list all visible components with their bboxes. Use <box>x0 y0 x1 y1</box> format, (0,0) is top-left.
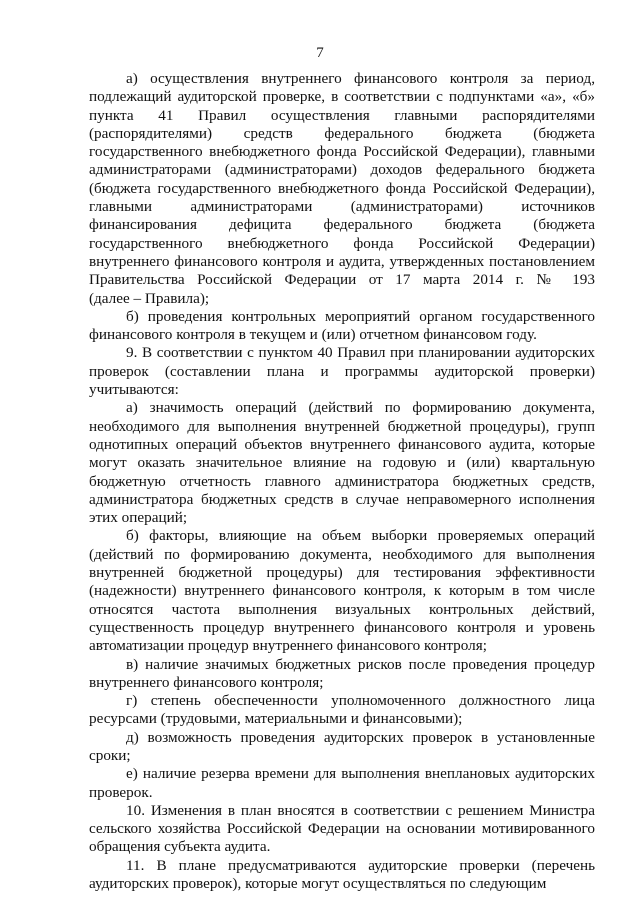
text-line: внутреннего финансового контроля и аудита, утвержденных постановлением <box>89 252 595 270</box>
text-line: однотипных операций объектов внутреннего финансового аудита, которые <box>89 435 595 453</box>
paragraph <box>89 344 595 399</box>
paragraph <box>89 70 595 308</box>
text-line: а) осуществления внутреннего финансового контроля за период, <box>126 70 595 87</box>
text-line: в) наличие значимых бюджетных рисков после проведения процедур <box>126 655 595 673</box>
text-line: Правительства Российской Федерации от 17 марта 2014 г. № 193 <box>89 271 595 289</box>
text-line: проверок. <box>89 783 153 801</box>
text-line: 9. В соответствии с пунктом 40 Правил при планировании аудиторских <box>126 344 595 362</box>
text-line: (бюджета государственного внебюджетного фонда Российской Федерации), <box>89 179 595 197</box>
text-line: главными администраторами (администраторами) источников <box>89 198 595 216</box>
text-line: сельского хозяйства Российской Федерации на основании мотивированного <box>89 820 595 838</box>
text-line: (надежности) внутреннего финансового контроля, к которым в том числе <box>89 582 595 600</box>
text-line: сроки; <box>89 746 131 764</box>
text-line: б) факторы, влияющие на объем выборки проверяемых операций <box>126 527 595 545</box>
paragraph <box>89 857 595 894</box>
text-line: г) степень обеспеченности уполномоченного должностного лица <box>126 692 595 710</box>
text-line: а) значимость операций (действий по формированию документа, <box>126 399 595 417</box>
text-line: обращения субъекта аудита. <box>89 838 271 856</box>
text-line: е) наличие резерва времени для выполнения внеплановых аудиторских <box>126 765 595 783</box>
paragraph <box>89 729 595 766</box>
document-body <box>89 70 595 893</box>
text-line: пункта 41 Правил осуществления главными распорядителями <box>89 106 595 124</box>
paragraph <box>89 765 595 802</box>
page-number: 7 <box>316 45 324 61</box>
text-line: б) проведения контрольных мероприятий органом государственного <box>126 307 595 325</box>
paragraph <box>89 527 595 655</box>
text-line: существенность процедур внутреннего финансового контроля и уровень <box>89 618 595 636</box>
text-line: проверок (составлении плана и программы аудиторской проверки) <box>89 362 595 380</box>
text-line: аудиторских проверок), которые могут осуществляться по следующим <box>89 875 547 893</box>
text-line: бюджетную отчетность главного администратора бюджетных средств, <box>89 472 595 490</box>
text-line: необходимого для выполнения внутренней бюджетной процедуры), групп <box>89 417 595 435</box>
text-line: д) возможность проведения аудиторских проверок в установленные <box>126 728 595 746</box>
text-line: государственного внебюджетного фонда Российской Федерации), главными <box>89 143 595 161</box>
paragraph <box>89 656 595 693</box>
text-line: финансового контроля в текущем и (или) отчетном финансовом году. <box>89 326 537 344</box>
text-line: ресурсами (трудовыми, материальными и финансовыми); <box>89 710 463 728</box>
text-line: 10. Изменения в план вносятся в соответствии с решением Министра <box>126 801 595 819</box>
paragraph <box>89 802 595 857</box>
text-line: подлежащий аудиторской проверке, в соответствии с подпунктами «а», «б» <box>89 88 595 106</box>
text-line: (далее – Правила); <box>89 289 210 307</box>
text-line: автоматизации процедур внутреннего финансового контроля; <box>89 637 487 655</box>
text-line: администраторами (администраторами) доходов федерального бюджета <box>89 161 595 179</box>
text-line: относятся частота выполнения визуальных контрольных действий, <box>89 600 595 618</box>
text-line: учитываются: <box>89 381 179 399</box>
text-line: могут оказать значительное влияние на годовую и (или) квартальную <box>89 454 595 472</box>
text-line: 11. В плане предусматриваются аудиторские проверки (перечень <box>126 856 595 874</box>
paragraph <box>89 692 595 729</box>
text-line: внутренней бюджетной процедуры) для тестирования эффективности <box>89 564 595 582</box>
text-line: (действий по формированию документа, необходимого для выполнения <box>89 545 595 563</box>
text-line: (распорядителями) средств федерального бюджета (бюджета <box>89 124 595 142</box>
text-line: финансирования дефицита федерального бюджета (бюджета <box>89 216 595 234</box>
paragraph <box>89 308 595 345</box>
text-line: государственного внебюджетного фонда Российской Федерации) <box>89 234 595 252</box>
text-line: администратора бюджетных средств в случае неправомерного исполнения <box>89 490 595 508</box>
text-line: этих операций; <box>89 509 188 527</box>
paragraph <box>89 399 595 527</box>
text-line: внутреннего финансового контроля; <box>89 673 324 691</box>
